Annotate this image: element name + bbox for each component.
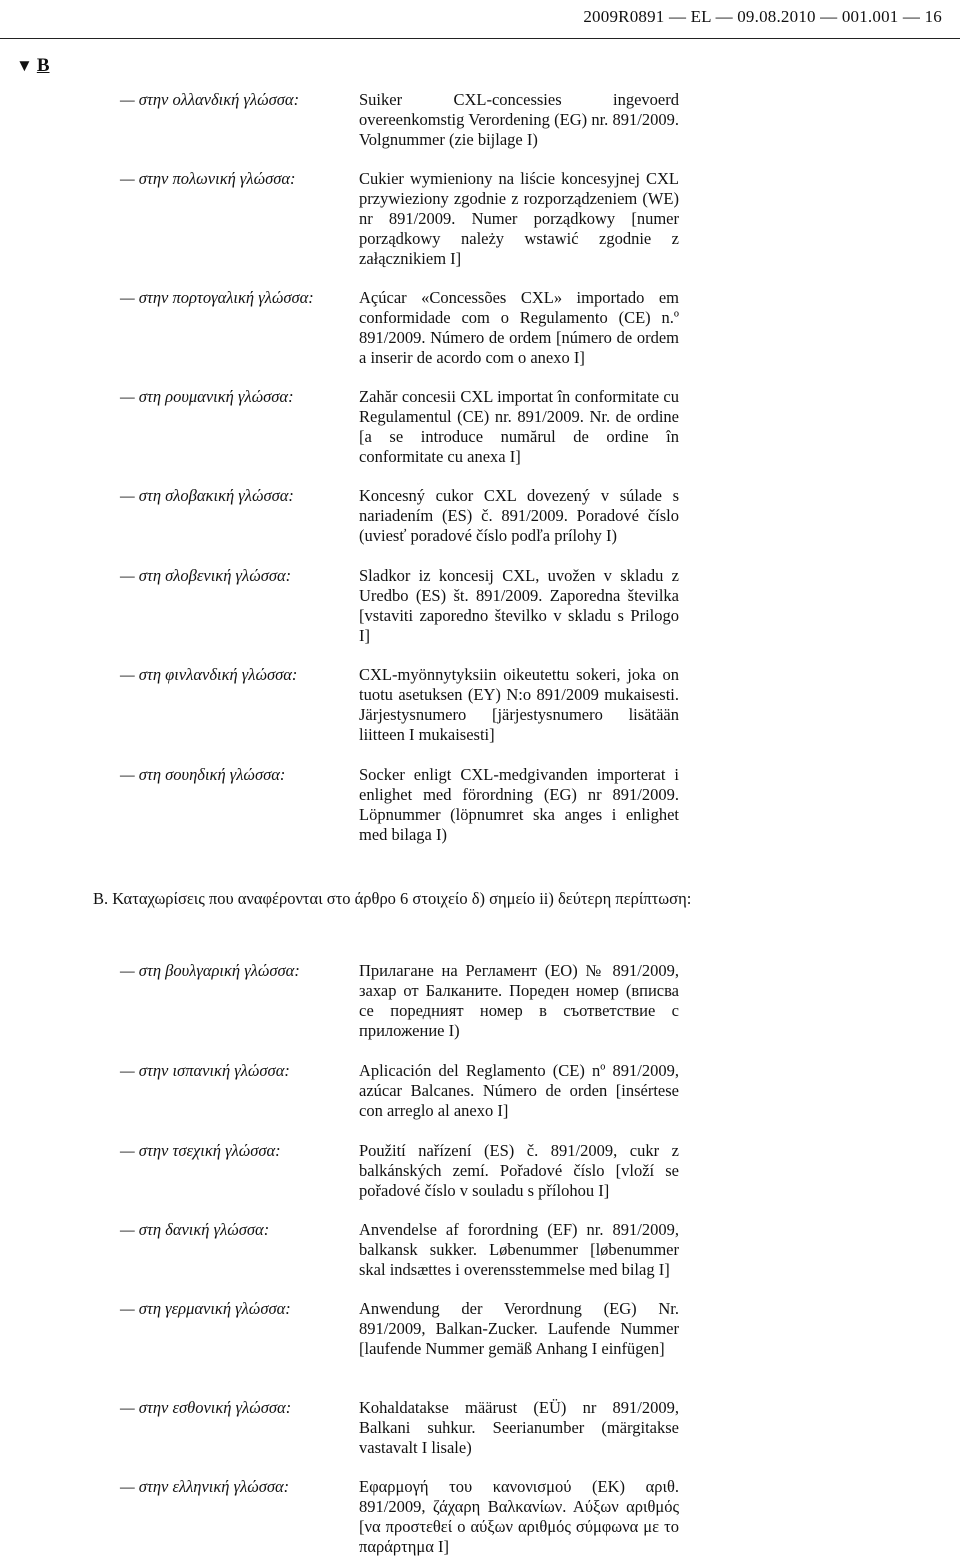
language-label: — στην τσεχική γλώσσα:: [120, 1141, 281, 1160]
entry-text: Açúcar «Concessões CXL» importado em conformidade com o Regulamento (CE) n.º 891/2009. Número de ordem [número de ordem a inserir de acordo com o anexo I]: [359, 288, 679, 367]
language-label: — στην ισπανική γλώσσα:: [120, 1061, 290, 1080]
entry-text: Anwendung der Verordnung (EG) Nr. 891/2009, Balkan-Zucker. Laufende Nummer [laufende Nummer gemäß Anhang I einfügen]: [359, 1299, 679, 1358]
entry-text: Zahăr concesii CXL importat în conformitate cu Regulamentul (CE) nr. 891/2009. Nr. de ordine [a se introduce numărul de ordine în conformitate cu anexa I]: [359, 387, 679, 466]
section-b-heading: B. Καταχωρίσεις που αναφέρονται στο άρθρο 6 στοιχείο δ) σημείο ii) δεύτερη περίπτωση:: [93, 889, 692, 908]
entry-text: Koncesný cukor CXL dovezený v súlade s nariadením (ES) č. 891/2009. Poradové číslo (uviesť poradové číslo podľa prílohy I): [359, 486, 679, 545]
amendment-marker: [16, 55, 50, 77]
language-label: — στην πορτογαλική γλώσσα:: [120, 288, 314, 307]
language-label: — στη δανική γλώσσα:: [120, 1220, 270, 1239]
entry-text: Sladkor iz koncesij CXL, uvožen v skladu z Uredbo (ES) št. 891/2009. Zaporedna številka [vstaviti zaporedno številko v skladu s Prilogo I]: [359, 566, 679, 645]
language-label: — στη ρουμανική γλώσσα:: [120, 387, 294, 406]
entry-text: Kohaldatakse määrust (EÜ) nr 891/2009, Balkani suhkur. Seerianumber (märgitakse vastavalt I lisale): [359, 1398, 679, 1457]
entry-text: Socker enligt CXL-medgivanden importerat i enlighet med förordning (EG) nr 891/2009. Löpnummer (löpnumret ska anges i enlighet med bilaga I): [359, 765, 679, 844]
language-label: — στην ολλανδική γλώσσα:: [120, 90, 300, 109]
language-label: — στη σλοβενική γλώσσα:: [120, 566, 292, 585]
language-label: — στην πολωνική γλώσσα:: [120, 169, 296, 188]
entry-text: Прилагане на Регламент (ЕО) № 891/2009, захар от Балканите. Пореден номер (вписва се поредният номер в съответствие с приложение I): [359, 961, 679, 1040]
entry-text: Použití nařízení (ES) č. 891/2009, cukr z balkánských zemí. Pořadové číslo [vloží se pořadové číslo v souladu s přílohou I]: [359, 1141, 679, 1200]
language-label: — στη φινλανδική γλώσσα:: [120, 665, 298, 684]
entry-text: Εφαρμογή του κανονισμού (ΕΚ) αριθ. 891/2009, ζάχαρη Βαλκανίων. Αύξων αριθμός [να προστεθεί ο αύξων αριθμός σύμφωνα με το παράρτημα I]: [359, 1477, 679, 1556]
entry-text: Suiker CXL-concessies ingevoerd overeenkomstig Verordening (EG) nr. 891/2009. Volgnummer (zie bijlage I): [359, 90, 679, 149]
language-label: — στη σλοβακική γλώσσα:: [120, 486, 294, 505]
language-label: — στην εσθονική γλώσσα:: [120, 1398, 292, 1417]
entry-text: Cukier wymieniony na liście koncesyjnej CXL przywieziony zgodnie z rozporządzeniem (WE) nr 891/2009. Numer porządkowy [numer porządkowy należy wstawić zgodnie z załącznikiem I]: [359, 169, 679, 268]
marker-letter: B: [36, 55, 50, 76]
language-label: — στη βουλγαρική γλώσσα:: [120, 961, 300, 980]
entry-text: Aplicación del Reglamento (CE) nº 891/2009, azúcar Balcanes. Número de orden [insértese con arreglo al anexo I]: [359, 1061, 679, 1120]
triangle-down-icon: ▼: [16, 56, 33, 75]
entry-text: CXL-myönnytyksiin oikeutettu sokeri, joka on tuotu asetuksen (EY) N:o 891/2009 mukaisesti. Järjestysnumero [järjestysnumero lisätään liitteen I mukaisesti]: [359, 665, 679, 744]
language-label: — στη γερμανική γλώσσα:: [120, 1299, 291, 1318]
entry-text: Anvendelse af forordning (EF) nr. 891/2009, balkansk sukker. Løbenummer [løbenummer skal indsættes i overensstemmelse med bilag I]: [359, 1220, 679, 1279]
page-header: [0, 0, 960, 39]
language-label: — στη σουηδική γλώσσα:: [120, 765, 286, 784]
document-reference: 2009R0891 — EL — 09.08.2010 — 001.001 — 16: [583, 7, 942, 26]
language-label: — στην ελληνική γλώσσα:: [120, 1477, 290, 1496]
